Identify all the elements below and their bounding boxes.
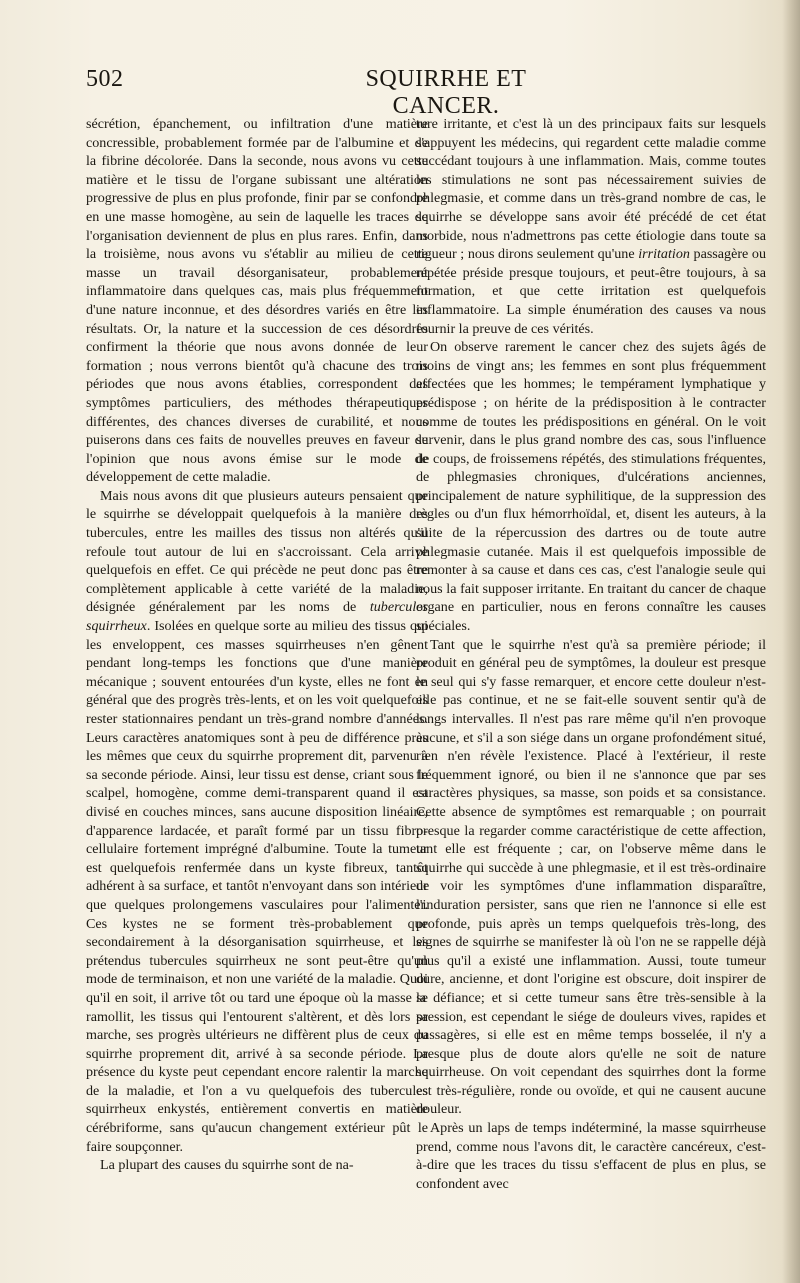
paragraph [86, 487, 428, 1156]
running-title: SQUIRRHE ET CANCER. [365, 66, 527, 119]
paragraph [416, 115, 766, 338]
right-column [416, 115, 766, 1193]
paragraph: Tant que le squirrhe n'est qu'à sa première période; il produit en général peu de symptômes, la douleur est presque le seul qui s'y fasse remarquer, et encore cette douleur n'est-elle pas continue, et ne se fait-elle souvent sentir qu'à de longs intervalles. Il n'est pas rare même qu'il n'en provoque aucune, et s'il a son siége dans un organe profondément situé, rien n'en révèle l'existence. Placé à l'extérieur, il reste fréquemment ignoré, ou bien il ne s'annonce que par ses caractères physiques, sa masse, son poids et sa consistance. Cette absence de symptômes est remarquable ; on pourrait presque la regarder comme caractéristique de cette affection, tant elle est fréquente ; car, on l'observe même dans le squirrhe qui succède à une phlegmasie, et il est très-ordinaire de voir les symptômes d'une inflammation disparaître, l'induration persister, sans que rien ne l'annonce si elle est profonde, puis après un temps quelquefois très-long, des signes de squirrhe se manifester là où l'on ne se rappelle déjà plus qu'il a existé une inflammation. Aussi, toute tumeur dure, ancienne, et dont l'origine est obscure, doit inspirer de la défiance; et si cette tumeur sans être très-sensible à la pression, est cependant le siége de douleurs vives, rapides et passagères, si elle est en même temps bosselée, il n'y a presque plus de doute alors qu'elle ne soit de nature squirrheuse. On voit cependant des squirrhes dont la forme est très-régulière, ronde ou ovoïde, et qui ne causent aucune douleur. [416, 636, 766, 1118]
text-run: . Isolées en quelque sorte au milieu des tissus qui les enveloppent, ces masses squirrheuses n'en gênent pendant long-temps les fonctions que d'une manière mécanique ; souvent entourées d'un kyste, elles ne font en général que des progrès très-lents, et on les voit quelquefois rester stationnaires pendant un très-grand nombre d'années. Leurs caractères anatomiques sont à peu de différence près les mêmes que ceux du squirrhe proprement dit, parvenu à sa seconde période. Ainsi, leur tissu est dense, criant sous le scalpel, homogène, comme demi-transparent quand il est divisé en couches minces, sans aucune disposition linéaire, d'apparence lardacée, et paraît formé par un tissu fibro-cellulaire fortement imprégné d'albumine. Toute la tumeur est quelquefois renfermée dans un kyste fibreux, tantôt adhérent à sa surface, et tantôt n'envoyant dans son intérieur que quelques prolongemens vasculaires pour l'alimenter. Ces kystes ne se forment très-probablement que secondairement à la désorganisation squirrheuse, et les prétendus tubercules squirrheux ne sont peut-être qu'un mode de terminaison, et non une variété de la maladie. Quoi qu'il en soit, il arrive tôt ou tard une époque où la masse se ramollit, les tissus qui l'entourent s'altèrent, et dès lors sa marche, ses progrès ultérieurs ne diffèrent plus de ceux du squirrhe proprement dit, arrivé à sa seconde période. La présence du kyste peut cependant encore ralentir la marche de la maladie, et l'on a vu quelquefois des tubercules squirrheux enkystés, entièrement convertis en matière cérébriforme, sans qu'aucun changement extérieur pût le faire soupçonner. [86, 618, 428, 1155]
page-number: 502 [86, 66, 124, 92]
italic-term: tubercules squirrheux [86, 599, 428, 635]
paragraph: La plupart des causes du squirrhe sont de na- [100, 1157, 354, 1174]
paragraph: sécrétion, épanchement, ou infiltration d'une matière concressible, probablement formée par de l'albumine et de la fibrine décolorée. Dans la seconde, nous avons vu cette matière et le tissu de l'organe subissant une altération progressive de plus en plus profonde, finir par se confondre en une masse homogène, au sein de laquelle les traces de l'organisation deviennent de plus en plus rares. Enfin, dans la troisième, nous avons vu s'établir au milieu de cette masse un travail désorganisateur, probablement inflammatoire dans quelques cas, mais plus fréquemment d'une nature inconnue, et des désordres variés en être les résultats. Or, la nature et la succession de ces désordres confirment la théorie que nous avons donnée de leur formation ; nous verrons bientôt qu'à chacune des trois périodes que nous avons établies, correspondent des symptômes particuliers, des méthodes thérapeutiques différentes, des chances diverses de curabilité, et nous puiserons dans ces faits de nouvelles preuves en faveur de l'opinion que nous avons émise sur le mode de développement de cette maladie. [86, 116, 428, 486]
italic-term: irritation [638, 246, 690, 263]
left-column [86, 115, 428, 1175]
running-head [86, 66, 776, 119]
paragraph: Après un laps de temps indéterminé, la masse squirrheuse prend, comme nous l'avons dit, le caractère cancéreux, c'est-à-dire que les traces du tissu s'effacent de plus en plus, se confondent avec [416, 1120, 766, 1192]
text-run: ture irritante, et c'est là un des principaux faits sur lesquels s'appuyent les médecins, qui regardent cette maladie comme succédant toujours à une inflammation. Mais, comme toutes les stimulations ne sont pas nécessairement suivies de phlegmasie, et comme dans un très-grand nombre de cas, le squirrhe se développe sans avoir été précédé de cet état morbide, nous n'admettrons pas cette étiologie dans toute sa rigueur ; nous dirons seulement qu'une [416, 116, 766, 263]
paragraph: On observe rarement le cancer chez des sujets âgés de moins de vingt ans; les femmes en sont plus fréquemment affectées que les hommes; le tempérament lymphatique y prédispose ; on hérite de la prédisposition à le contracter comme de toutes les prédispositions en général. On le voit survenir, dans le plus grand nombre des cas, sous l'influence de coups, de froissemens répétés, des stimulations fréquentes, de phlegmasies chroniques, d'ulcérations anciennes, principalement de nature syphilitique, de la suppression des règles ou d'un flux hémorrhoïdal, et, disent les auteurs, à la suite de la répercussion des dartres ou de toute autre phlegmasie cutanée. Mais il est quelquefois impossible de remonter à sa cause et dans ces cas, c'est l'analogie seule qui nous la fait supposer irritante. En traitant du cancer de chaque organe en particulier, nous en ferons connaître les causes spéciales. [416, 339, 766, 635]
text-run: passagère ou répétée préside presque toujours, et peut-être toujours, à sa formation, et que cette irritation est quelquefois inflammatoire. La simple énumération des causes va nous fournir la preuve de ces vérités. [416, 246, 766, 337]
page-edge-shadow [782, 0, 800, 1283]
text-run: Mais nous avons dit que plusieurs auteurs pensaient que le squirrhe se développait quelquefois à la manière des tubercules, entre les mailles des tissus non altérés qu'il refoule tout autour de lui en s'accroissant. Cela arrive quelquefois en effet. Ce qui précède ne peut donc pas être complètement applicable à cette variété de la maladie, désignée généralement par les noms de [86, 487, 428, 616]
